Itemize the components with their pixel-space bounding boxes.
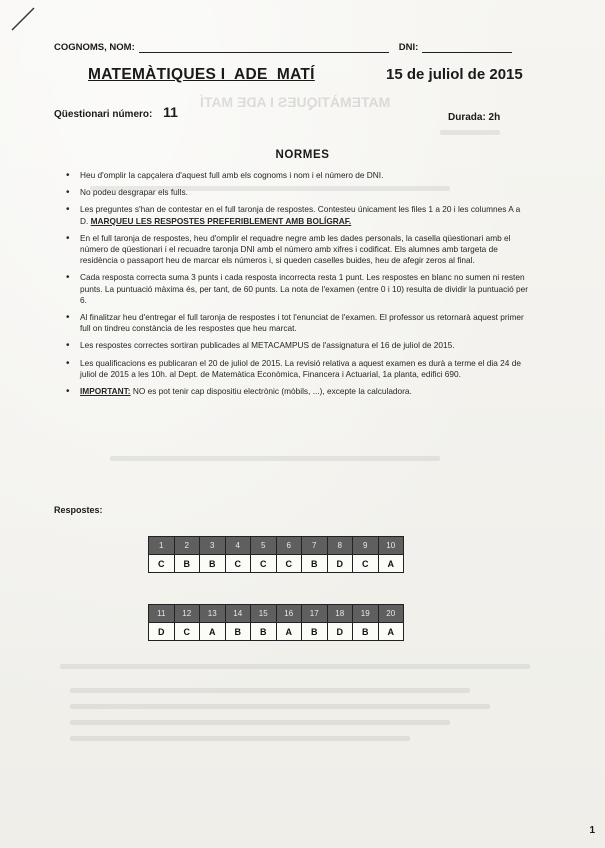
question-number: 7 bbox=[302, 537, 328, 555]
answer-cell: C bbox=[276, 555, 302, 573]
bullet-icon: • bbox=[66, 312, 70, 324]
answer-cell: B bbox=[200, 555, 226, 573]
question-number: 9 bbox=[353, 537, 379, 555]
question-number: 3 bbox=[200, 537, 226, 555]
answer-cell: C bbox=[353, 555, 379, 573]
answer-cell: A bbox=[378, 555, 404, 573]
answer-cell: B bbox=[302, 623, 328, 641]
rule-text: Les respostes correctes sortiran publicades al METACAMPUS de l'assignatura el 16 de juliol de 2015. bbox=[80, 340, 455, 351]
question-number: 10 bbox=[378, 537, 404, 555]
question-number: 2 bbox=[174, 537, 200, 555]
rule-text: Heu d'omplir la capçalera d'aquest full amb els cognoms i nom i el número de DNI. bbox=[80, 170, 384, 180]
answer-cell: C bbox=[225, 555, 251, 573]
bullet-icon: • bbox=[66, 272, 70, 284]
answer-cell: B bbox=[353, 623, 379, 641]
rule-text: NO es pot tenir cap dispositiu electrònic (mòbils, ...), excepte la calculadora. bbox=[130, 386, 412, 397]
bleed-through-line bbox=[110, 456, 440, 461]
bullet-icon: • bbox=[66, 204, 70, 216]
rule-text: En el full taronja de respostes, heu d'omplir el requadre negre amb les dades personals, la casella qüestionari amb el número de qüestionari i el recuadre taronja DNI amb el número amb xifres i codificat. Els alumnes amb targeta de residència o passaport heu de marcar els números i, si queden caselles buides, heu de afegir zeros al final. bbox=[80, 232, 511, 266]
grid-answer-row bbox=[149, 555, 404, 573]
answer-grid-1-10 bbox=[148, 536, 404, 573]
rule-item bbox=[66, 340, 530, 352]
question-number: 19 bbox=[353, 605, 379, 623]
answer-cell: C bbox=[174, 623, 200, 641]
rule-item bbox=[66, 357, 530, 380]
question-number: 1 bbox=[149, 537, 175, 555]
answer-cell: B bbox=[302, 555, 328, 573]
rule-item bbox=[66, 204, 530, 226]
bleed-through-line bbox=[70, 704, 490, 709]
questionnaire-number: 11 bbox=[163, 104, 178, 120]
question-number: 6 bbox=[276, 537, 302, 555]
question-number: 20 bbox=[378, 605, 404, 623]
rule-item bbox=[66, 312, 530, 334]
name-label: COGNOMS, NOM: bbox=[54, 42, 135, 53]
bleed-through-line bbox=[440, 130, 500, 135]
responses-label: Respostes: bbox=[54, 505, 103, 515]
answer-grid-11-20 bbox=[148, 604, 404, 641]
normes-heading: NORMES bbox=[275, 149, 330, 161]
question-number: 4 bbox=[225, 537, 251, 555]
question-number: 15 bbox=[251, 605, 277, 623]
bleed-through-line bbox=[70, 688, 470, 693]
answer-cell: B bbox=[225, 623, 251, 641]
bullet-icon: • bbox=[66, 170, 70, 181]
question-number: 12 bbox=[174, 605, 200, 623]
name-dni-row bbox=[54, 42, 512, 53]
question-number: 16 bbox=[276, 605, 302, 623]
bullet-icon: • bbox=[66, 232, 70, 244]
question-number: 5 bbox=[251, 537, 277, 555]
bleed-through-line bbox=[70, 720, 450, 725]
answer-cell: D bbox=[327, 555, 353, 573]
page-number: 1 bbox=[589, 825, 595, 836]
rule-text: Cada resposta correcta suma 3 punts i cada resposta incorrecta resta 1 punt. Les respostes en blanc no sumen ni resten punts. La puntuació màxima és, per tant, de 60 punts. La nota de l'examen (entre 0 i 10) resulta de dividir la puntuació per 6. bbox=[80, 272, 529, 305]
rule-emphasis: MARQUEU LES RESPOSTES PREFERIBLEMENT AMB BOLÍGRAF. bbox=[90, 215, 352, 226]
answer-cell: D bbox=[149, 623, 175, 641]
rule-text: Al finalitzar heu d'entregar el full taronja de respostes i tot l'enunciat de l'examen. El professor us retornarà aquest primer full on tindreu constància de les respostes que heu marcat. bbox=[80, 312, 524, 334]
bullet-icon: • bbox=[66, 340, 70, 352]
rules-list bbox=[66, 170, 530, 403]
name-field[interactable] bbox=[139, 42, 389, 53]
rule-item bbox=[66, 232, 530, 267]
rule-emphasis: IMPORTANT: bbox=[80, 386, 131, 397]
grid-answer-row bbox=[149, 623, 404, 641]
answer-cell: A bbox=[276, 623, 302, 641]
answer-cell: B bbox=[251, 623, 277, 641]
answer-cell: D bbox=[327, 623, 353, 641]
subject-title: MATEMÀTIQUES I ADE MATÍ bbox=[88, 66, 315, 83]
question-number: 17 bbox=[302, 605, 328, 623]
question-number: 11 bbox=[149, 605, 175, 623]
questionnaire-info bbox=[54, 104, 178, 120]
bullet-icon: • bbox=[66, 357, 70, 369]
questionnaire-label: Qüestionari número: bbox=[54, 109, 153, 120]
rule-item bbox=[66, 170, 530, 181]
rule-item bbox=[66, 386, 530, 398]
rule-text: Les qualificacions es publicaran el 20 de juliol de 2015. La revisió relativa a aquest examen es durà a terme el dia 24 de juliol de 2015 a les 10h. al Dept. de Matemàtica Econòmica, Financera i Actuarial, 1a planta, edifici 690. bbox=[80, 357, 521, 379]
answer-cell: C bbox=[251, 555, 277, 573]
rule-text: No podeu desgrapar els fulls. bbox=[80, 187, 188, 198]
dni-label: DNI: bbox=[398, 42, 419, 53]
grid-number-row bbox=[149, 537, 404, 555]
bullet-icon: • bbox=[66, 187, 70, 199]
grid-number-row bbox=[149, 605, 404, 623]
answer-cell: A bbox=[200, 623, 226, 641]
bleed-through-subject: MATEMÀTIQUES I ADE MATÍ bbox=[200, 94, 391, 110]
question-number: 14 bbox=[225, 605, 251, 623]
dni-field[interactable] bbox=[422, 42, 512, 53]
rule-item bbox=[66, 187, 530, 199]
exam-date: 15 de juliol de 2015 bbox=[386, 66, 523, 83]
rule-item bbox=[66, 272, 530, 306]
rule-text: Les preguntes s'han de contestar en el full taronja de respostes. Contesteu únicament les files 1 a 20 i les columnes A a D. bbox=[80, 204, 521, 226]
question-number: 13 bbox=[200, 605, 226, 623]
answer-cell: C bbox=[149, 555, 175, 573]
question-number: 18 bbox=[327, 605, 353, 623]
duration: Durada: 2h bbox=[448, 112, 501, 123]
answer-cell: A bbox=[378, 623, 404, 641]
bullet-icon: • bbox=[66, 386, 70, 398]
bleed-through-line bbox=[60, 664, 530, 669]
question-number: 8 bbox=[327, 537, 353, 555]
bleed-through-line bbox=[70, 736, 410, 741]
pen-mark-icon bbox=[8, 4, 48, 34]
answer-cell: B bbox=[174, 555, 200, 573]
title-row bbox=[88, 66, 528, 90]
